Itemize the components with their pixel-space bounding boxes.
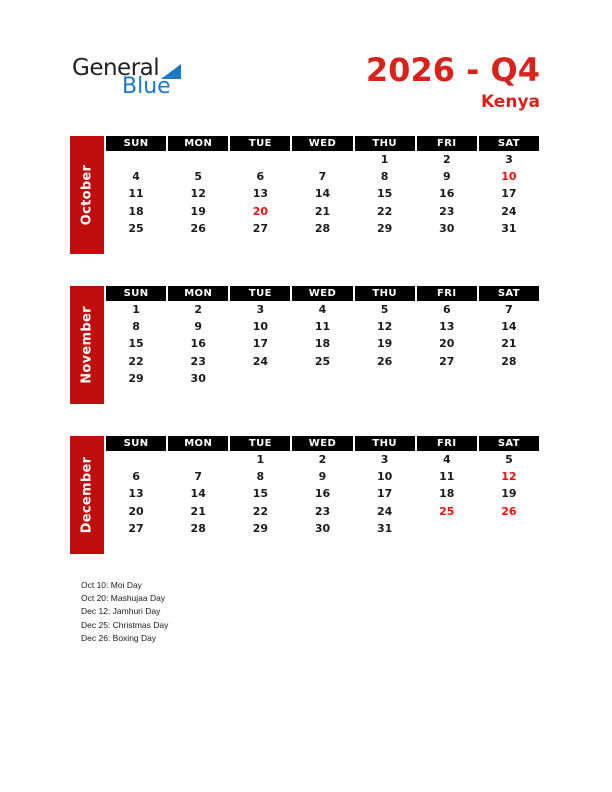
date-cell: 10	[376, 470, 393, 484]
date-cell: 15	[376, 187, 393, 201]
day-header-sat: SAT	[479, 136, 539, 151]
date-cell: 16	[314, 487, 331, 501]
date-cell: 14	[314, 187, 331, 201]
date-cell: 25	[128, 221, 144, 235]
day-header-wed: WED	[292, 436, 352, 451]
date-cell: 27	[128, 521, 144, 535]
week-row	[106, 335, 539, 352]
date-cell: 21	[314, 204, 331, 218]
day-header-fri: FRI	[417, 286, 477, 301]
date-cell: 13	[439, 320, 455, 334]
day-header-row	[106, 286, 539, 301]
date-cell: 9	[442, 170, 451, 184]
day-header-wed: WED	[292, 286, 352, 301]
date-cell: 24	[252, 354, 268, 368]
holiday-item: Dec 25: Christmas Day	[81, 619, 169, 630]
week-row	[106, 151, 539, 168]
date-cell: 11	[314, 320, 331, 334]
date-cell: 12	[501, 470, 517, 484]
date-cell: 18	[314, 337, 331, 351]
date-cell: 23	[314, 504, 331, 518]
day-header-fri: FRI	[417, 436, 477, 451]
date-cell: 13	[128, 487, 144, 501]
date-cell: 9	[318, 470, 327, 484]
date-cell: 13	[252, 187, 268, 201]
day-header-thu: THU	[355, 136, 415, 151]
date-cell: 31	[376, 521, 393, 535]
date-cell: 7	[194, 470, 203, 484]
holiday-list	[81, 579, 168, 645]
week-row	[106, 318, 539, 335]
empty-cell	[417, 370, 477, 387]
empty-cell	[355, 370, 415, 387]
date-cell: 20	[439, 337, 455, 351]
logo-text-blue: Blue	[122, 74, 171, 99]
month-label: November	[79, 306, 95, 384]
date-cell: 20	[252, 204, 268, 218]
day-header-sun: SUN	[106, 436, 166, 451]
date-cell: 9	[194, 320, 203, 334]
holiday-item: Oct 10: Moi Day	[81, 580, 142, 590]
date-cell: 22	[252, 504, 268, 518]
month-sidebar	[70, 286, 104, 404]
date-cell: 16	[439, 187, 455, 201]
page-subtitle: Kenya	[480, 91, 540, 112]
empty-cell	[230, 151, 290, 168]
empty-cell	[106, 451, 166, 468]
month-label: December	[79, 456, 95, 534]
date-cell: 14	[190, 487, 206, 501]
date-cell: 3	[256, 303, 265, 317]
empty-cell	[292, 370, 352, 387]
day-header-fri: FRI	[417, 136, 477, 151]
date-cell: 5	[194, 170, 203, 184]
empty-cell	[106, 151, 166, 168]
week-row	[106, 485, 539, 502]
date-cell: 1	[380, 153, 389, 167]
day-header-thu: THU	[355, 436, 415, 451]
empty-cell	[479, 370, 539, 387]
date-cell: 4	[318, 303, 327, 317]
date-cell: 3	[505, 153, 513, 167]
date-cell: 1	[132, 303, 140, 317]
day-header-wed: WED	[292, 136, 352, 151]
date-cell: 5	[505, 453, 513, 467]
day-header-tue: TUE	[230, 436, 290, 451]
week-row	[106, 520, 539, 537]
date-cell: 22	[376, 204, 393, 218]
day-header-sat: SAT	[479, 286, 539, 301]
holiday-item: Oct 20: Mashujaa Day	[81, 593, 166, 604]
date-cell: 4	[442, 453, 451, 467]
date-cell: 18	[439, 487, 455, 501]
date-cell: 31	[501, 221, 517, 235]
date-cell: 8	[132, 320, 140, 334]
date-cell: 2	[442, 153, 451, 167]
date-cell: 19	[501, 487, 517, 501]
month-sidebar	[70, 436, 104, 554]
week-row	[106, 185, 539, 202]
date-cell: 27	[252, 221, 268, 235]
empty-cell	[479, 520, 539, 537]
date-cell: 17	[501, 187, 517, 201]
date-cell: 12	[190, 187, 206, 201]
day-header-sat: SAT	[479, 436, 539, 451]
date-cell: 3	[380, 453, 389, 467]
date-cell: 26	[376, 354, 393, 368]
page-title: 2026 - Q4	[365, 51, 540, 89]
date-cell: 21	[190, 504, 206, 518]
general-blue-logo	[72, 57, 181, 98]
date-cell: 16	[190, 337, 206, 351]
date-cell: 10	[501, 170, 517, 184]
date-cell: 7	[505, 303, 513, 317]
date-cell: 19	[376, 337, 393, 351]
empty-cell	[292, 151, 352, 168]
month-grid	[106, 136, 539, 254]
date-cell: 25	[314, 354, 331, 368]
month-december	[70, 436, 539, 554]
date-cell: 23	[439, 204, 455, 218]
date-cell: 30	[314, 521, 331, 535]
day-header-row	[106, 136, 539, 151]
week-row	[106, 503, 539, 520]
month-label: October	[79, 164, 95, 226]
date-cell: 8	[256, 470, 265, 484]
empty-cell	[168, 151, 228, 168]
month-grid	[106, 436, 539, 554]
date-cell: 22	[128, 354, 144, 368]
day-header-thu: THU	[355, 286, 415, 301]
date-cell: 15	[252, 487, 268, 501]
day-header-tue: TUE	[230, 286, 290, 301]
date-cell: 11	[128, 187, 144, 201]
week-row	[106, 168, 539, 185]
date-cell: 6	[256, 170, 265, 184]
date-cell: 26	[501, 504, 517, 518]
month-november	[70, 286, 539, 404]
date-cell: 18	[128, 204, 144, 218]
week-row	[106, 468, 539, 485]
date-cell: 26	[190, 221, 206, 235]
date-cell: 17	[376, 487, 393, 501]
week-row	[106, 203, 539, 220]
date-cell: 7	[318, 170, 327, 184]
date-cell: 11	[439, 470, 455, 484]
date-cell: 14	[501, 320, 517, 334]
month-sidebar	[70, 136, 104, 254]
date-cell: 29	[128, 371, 144, 385]
date-cell: 17	[252, 337, 268, 351]
date-cell: 29	[376, 221, 393, 235]
day-header-mon: MON	[168, 136, 228, 151]
date-cell: 6	[132, 470, 140, 484]
day-header-sun: SUN	[106, 136, 166, 151]
week-row	[106, 301, 539, 318]
date-cell: 19	[190, 204, 206, 218]
date-cell: 27	[439, 354, 455, 368]
week-row	[106, 353, 539, 370]
month-october	[70, 136, 539, 254]
day-header-tue: TUE	[230, 136, 290, 151]
empty-cell	[168, 451, 228, 468]
week-row	[106, 451, 539, 468]
day-header-mon: MON	[168, 436, 228, 451]
date-cell: 25	[439, 504, 455, 518]
date-cell: 20	[128, 504, 144, 518]
date-cell: 30	[190, 371, 206, 385]
week-row	[106, 220, 539, 237]
date-cell: 28	[501, 354, 517, 368]
empty-cell	[230, 370, 290, 387]
date-cell: 24	[501, 204, 517, 218]
date-cell: 2	[318, 453, 327, 467]
date-cell: 28	[314, 221, 331, 235]
date-cell: 21	[501, 337, 517, 351]
date-cell: 6	[442, 303, 451, 317]
date-cell: 12	[376, 320, 393, 334]
date-cell: 30	[439, 221, 455, 235]
date-cell: 5	[380, 303, 389, 317]
day-header-row	[106, 436, 539, 451]
holiday-item: Dec 26: Boxing Day	[81, 632, 157, 643]
title-block	[365, 51, 540, 112]
holiday-item: Dec 12: Jamhuri Day	[81, 606, 161, 617]
day-header-mon: MON	[168, 286, 228, 301]
date-cell: 8	[380, 170, 389, 184]
date-cell: 29	[252, 521, 268, 535]
week-row	[106, 370, 539, 387]
months-container	[70, 136, 539, 586]
date-cell: 2	[194, 303, 203, 317]
date-cell: 23	[190, 354, 206, 368]
day-header-sun: SUN	[106, 286, 166, 301]
logo-text-general: General	[72, 55, 160, 81]
date-cell: 10	[252, 320, 268, 334]
empty-cell	[417, 520, 477, 537]
month-grid	[106, 286, 539, 404]
date-cell: 4	[132, 170, 140, 184]
date-cell: 15	[128, 337, 144, 351]
date-cell: 1	[256, 453, 265, 467]
date-cell: 24	[376, 504, 393, 518]
date-cell: 28	[190, 521, 206, 535]
